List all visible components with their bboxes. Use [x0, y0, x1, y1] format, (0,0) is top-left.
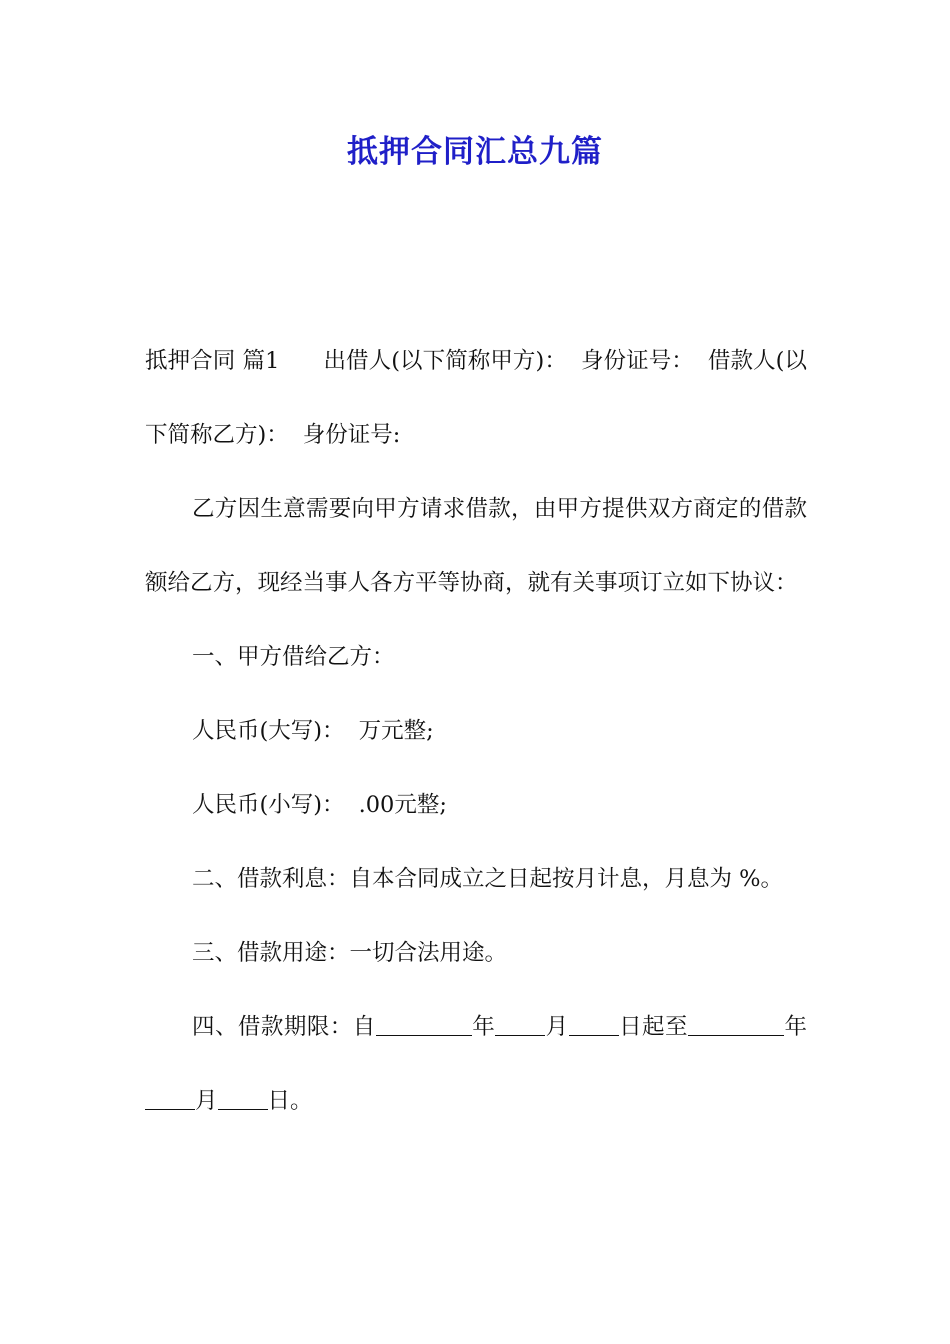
amount-lower-value: .00元整; — [358, 792, 447, 818]
year-label-end: 年 — [783, 1014, 807, 1040]
borrower-label-end: 人(以下简称乙方)： — [145, 348, 807, 448]
clause-3: 三、借款用途：一切合法用途。 — [192, 940, 508, 966]
day-from-label: 日起至 — [618, 1014, 688, 1040]
clause-2: 二、借款利息：自本合同成立之日起按月计息，月息为 %。 — [192, 866, 784, 892]
blank-end-month — [145, 1089, 195, 1110]
month-label: 月 — [545, 1014, 569, 1040]
month-label-end: 月 — [195, 1088, 218, 1114]
document-body — [145, 324, 807, 1138]
borrower-label-start: 借款 — [707, 348, 754, 374]
clause-4 — [145, 990, 807, 1138]
lender-id-label: 身份证号： — [580, 348, 694, 374]
document-title: 抵押合同汇总九篇 — [347, 134, 603, 170]
blank-end-day — [218, 1089, 268, 1110]
intro-paragraph: 乙方因生意需要向甲方请求借款，由甲方提供双方商定的借款额给乙方，现经当事人各方平等协商，就有关事项订立如下协议： — [145, 496, 807, 596]
section-label: 抵押合同 篇1 — [145, 348, 280, 374]
amount-upper-value: 万元整; — [358, 718, 434, 744]
amount-lower-line — [145, 768, 807, 842]
year-label: 年 — [471, 1014, 496, 1040]
clause-1: 一、甲方借给乙方： — [192, 644, 395, 670]
blank-start-year — [376, 1015, 472, 1036]
clause-4-prefix: 四、借款期限：自 — [192, 1014, 376, 1040]
lender-label: 出借人(以下简称甲方)： — [323, 348, 567, 374]
day-end-label: 日。 — [267, 1088, 313, 1114]
blank-start-month — [495, 1015, 545, 1036]
amount-lower-label: 人民币(小写)： — [192, 792, 345, 818]
parties-paragraph — [145, 324, 807, 472]
blank-start-day — [569, 1015, 619, 1036]
blank-end-year — [688, 1015, 784, 1036]
amount-upper-label: 人民币(大写)： — [192, 718, 345, 744]
borrower-id-label: 身份证号: — [302, 422, 401, 448]
amount-upper-line — [145, 694, 807, 768]
